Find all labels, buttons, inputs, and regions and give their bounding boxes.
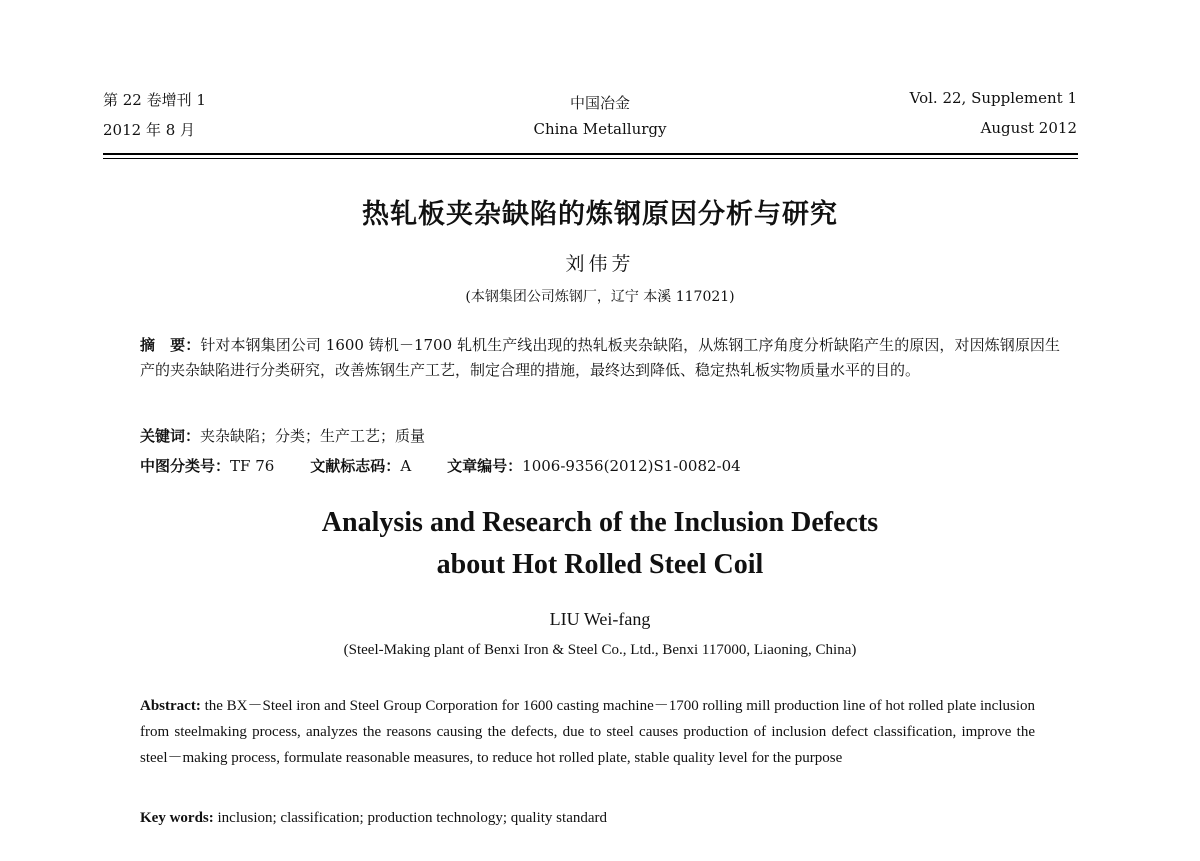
header-center [450, 93, 750, 145]
keywords-en [140, 810, 607, 827]
keywords-cn-label: 关键词： [140, 427, 201, 445]
doc-code-label: 文献标志码： [310, 457, 401, 475]
journal-name-en: China Metallurgy [533, 120, 667, 138]
abstract-cn-label: 摘 要： [140, 336, 201, 354]
author-en: LIU Wei-fang [549, 609, 651, 629]
affiliation-cn: (本钢集团公司炼钢厂，辽宁 本溪 117021) [465, 289, 735, 305]
paper-title-en-line2: about Hot Rolled Steel Coil [436, 549, 764, 580]
volume-issue-en: Vol. 22, Supplement 1 [909, 89, 1077, 107]
abstract-cn [140, 333, 1060, 383]
header-rule-thin [103, 158, 1078, 159]
volume-issue-cn: 第 22 卷增刊 1 [103, 91, 206, 109]
header-right [910, 88, 1077, 148]
affiliation-en: (Steel-Making plant of Benxi Iron & Steel Co., Ltd., Benxi 117000, Liaoning, China) [343, 642, 857, 658]
article-no-label: 文章编号： [447, 457, 523, 475]
date-en: August 2012 [980, 119, 1077, 137]
date-cn: 2012 年 8 月 [103, 121, 196, 139]
header-left [103, 90, 206, 150]
keywords-cn-text: 夹杂缺陷；分类；生产工艺；质量 [200, 427, 426, 445]
classification-cn [140, 455, 741, 476]
abstract-cn-text: 针对本钢集团公司 1600 铸机－1700 轧机生产线出现的热轧板夹杂缺陷，从炼钢工序角度分析缺陷产生的原因，对因炼钢原因生产的夹杂缺陷进行分类研究，改善炼钢生产工艺，制定合理的措施，最终达到降低、稳定热轧板实物质量水平的目的。 [140, 336, 1060, 379]
paper-title-en-line1: Analysis and Research of the Inclusion Defects [321, 507, 879, 538]
author-cn: 刘伟芳 [565, 253, 635, 275]
keywords-en-text: inclusion; classification; production technology; quality standard [217, 810, 608, 826]
keywords-cn [140, 425, 425, 446]
clc-label: 中图分类号： [140, 457, 231, 475]
journal-name-cn: 中国冶金 [569, 94, 630, 112]
header-rule-thick [103, 153, 1078, 155]
abstract-en-text: the BX－Steel iron and Steel Group Corporation for 1600 casting machine－1700 rolling mill production line of hot rolled plate inclusion from steelmaking process, analyzes the reasons causing the defects, due to steel causes production of inclusion defect classification, improve the steel－making process, formulate reasonable measures, to reduce hot rolled plate, stable quality level for the purpose [140, 698, 1035, 766]
abstract-en-label: Abstract: [140, 698, 201, 714]
paper-title-en [0, 502, 1200, 586]
article-no-value: 1006-9356(2012)S1-0082-04 [522, 457, 741, 475]
abstract-en [140, 693, 1035, 771]
clc-value: TF 76 [230, 457, 275, 475]
paper-title-cn: 热轧板夹杂缺陷的炼钢原因分析与研究 [362, 199, 838, 230]
keywords-en-label: Key words: [140, 810, 214, 826]
doc-code-value: A [400, 457, 412, 475]
